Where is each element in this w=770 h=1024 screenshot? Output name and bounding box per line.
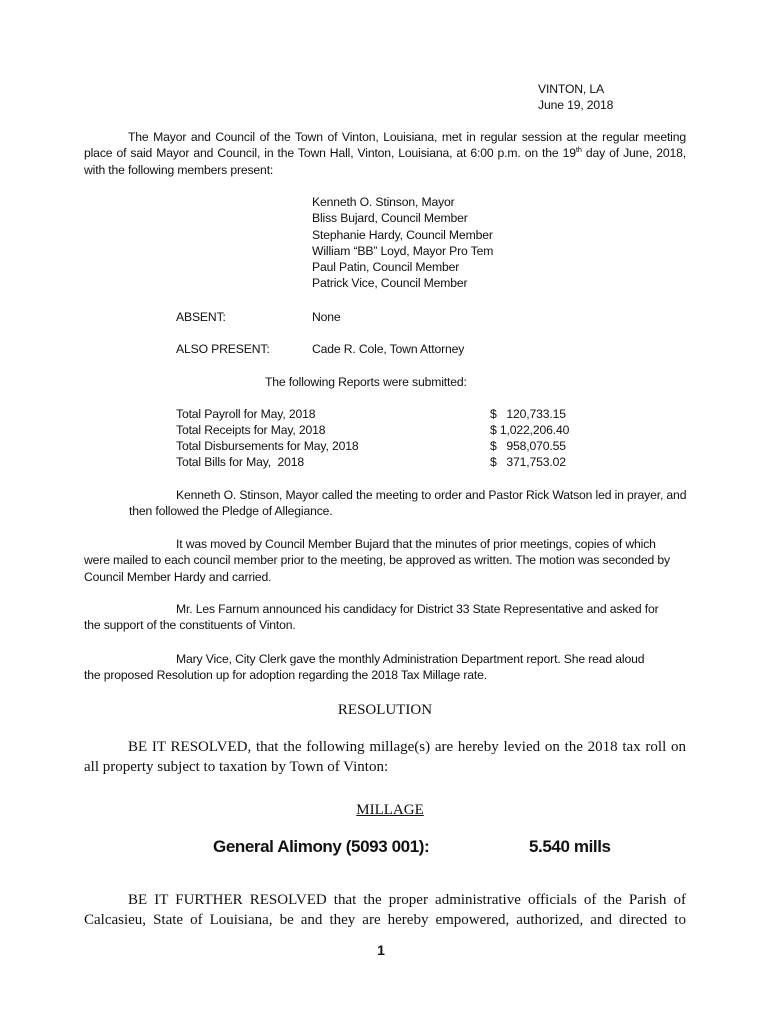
member-item: Patrick Vice, Council Member [312,276,468,291]
absent-value: None [312,310,341,324]
call-to-order-line2: then followed the Pledge of Allegiance. [129,504,333,518]
member-item: William “BB” Loyd, Mayor Pro Tem [312,243,494,258]
intro-text-a: The Mayor and Council of the Town of Vinton, Louisiana, met in regular session at the regular meeting place of said Mayor and Council, in the Town Hall, Vinton, Louisiana, at 6:00 p.m. on the 19 [84,130,686,161]
report-row [176,406,596,422]
member-item: Kenneth O. Stinson, Mayor [312,195,455,209]
report-row [176,422,596,438]
report-label: Total Payroll for May, 2018 [176,407,316,421]
minutes-paragraph: It was moved by Council Member Bujard that the minutes of prior meetings, copies of which were mailed to each council member prior to the meeting, be approved as written. The motion was seconded by Council Member Hardy and carried. [84,537,670,584]
report-row [176,438,596,454]
intro-paragraph [84,129,686,178]
also-present-label: ALSO PRESENT: [176,342,270,356]
member-item: Bliss Bujard, Council Member [312,211,468,226]
report-amount: $ 371,753.02 [490,455,566,469]
resolution-title: RESOLUTION [337,702,433,718]
member-item: Stephanie Hardy, Council Member [312,227,493,242]
report-label: Total Disbursements for May, 2018 [176,439,359,453]
call-to-order-line1: Kenneth O. Stinson, Mayor called the meeting to order and Pastor Rick Watson led in prayer, and [176,488,687,502]
also-present-value: Cade R. Cole, Town Attorney [312,342,465,356]
candidacy-paragraph: Mr. Les Farnum announced his candidacy for District 33 State Representative and asked for the support of the constituents of Vinton. [84,602,659,633]
further-resolved-text: BE IT FURTHER RESOLVED that the proper administrative officials of the Parish of Calcasieu, State of Louisiana, be and they are hereby empowered, authorized, and directed to [84,892,686,928]
intro-text-b: day of June, 2018, with the following members present: [84,146,686,177]
members-list [312,194,493,292]
report-label: Total Receipts for May, 2018 [176,423,326,437]
page-number: 1 [377,942,385,958]
report-amount: $ 120,733.15 [490,407,566,421]
member-item: Paul Patin, Council Member [312,260,460,275]
report-label: Total Bills for May, 2018 [176,455,304,469]
absent-label: ABSENT: [176,310,226,324]
report-row [176,454,596,470]
report-amount: $ 958,070.55 [490,439,566,453]
absent-row [176,309,341,325]
report-amount: $ 1,022,206.40 [490,423,570,437]
intro-superscript: th [575,145,582,155]
millage-value: 5.540 mills [529,837,611,856]
header-location: VINTON, LA [538,82,605,96]
resolution-text: BE IT RESOLVED, that the following millage(s) are hereby levied on the 2018 tax roll on all property subject to taxation by Town of Vinton: [84,739,686,775]
header-date: June 19, 2018 [538,98,614,112]
also-present-row [176,341,465,357]
millage-item: General Alimony (5093 001): [213,837,430,856]
millage-heading: MILLAGE [356,802,424,818]
reports-heading: The following Reports were submitted: [265,375,467,389]
clerk-paragraph: Mary Vice, City Clerk gave the monthly Administration Department report. She read aloud the proposed Resolution up for adoption regarding the 2018 Tax Millage rate. [84,652,645,683]
